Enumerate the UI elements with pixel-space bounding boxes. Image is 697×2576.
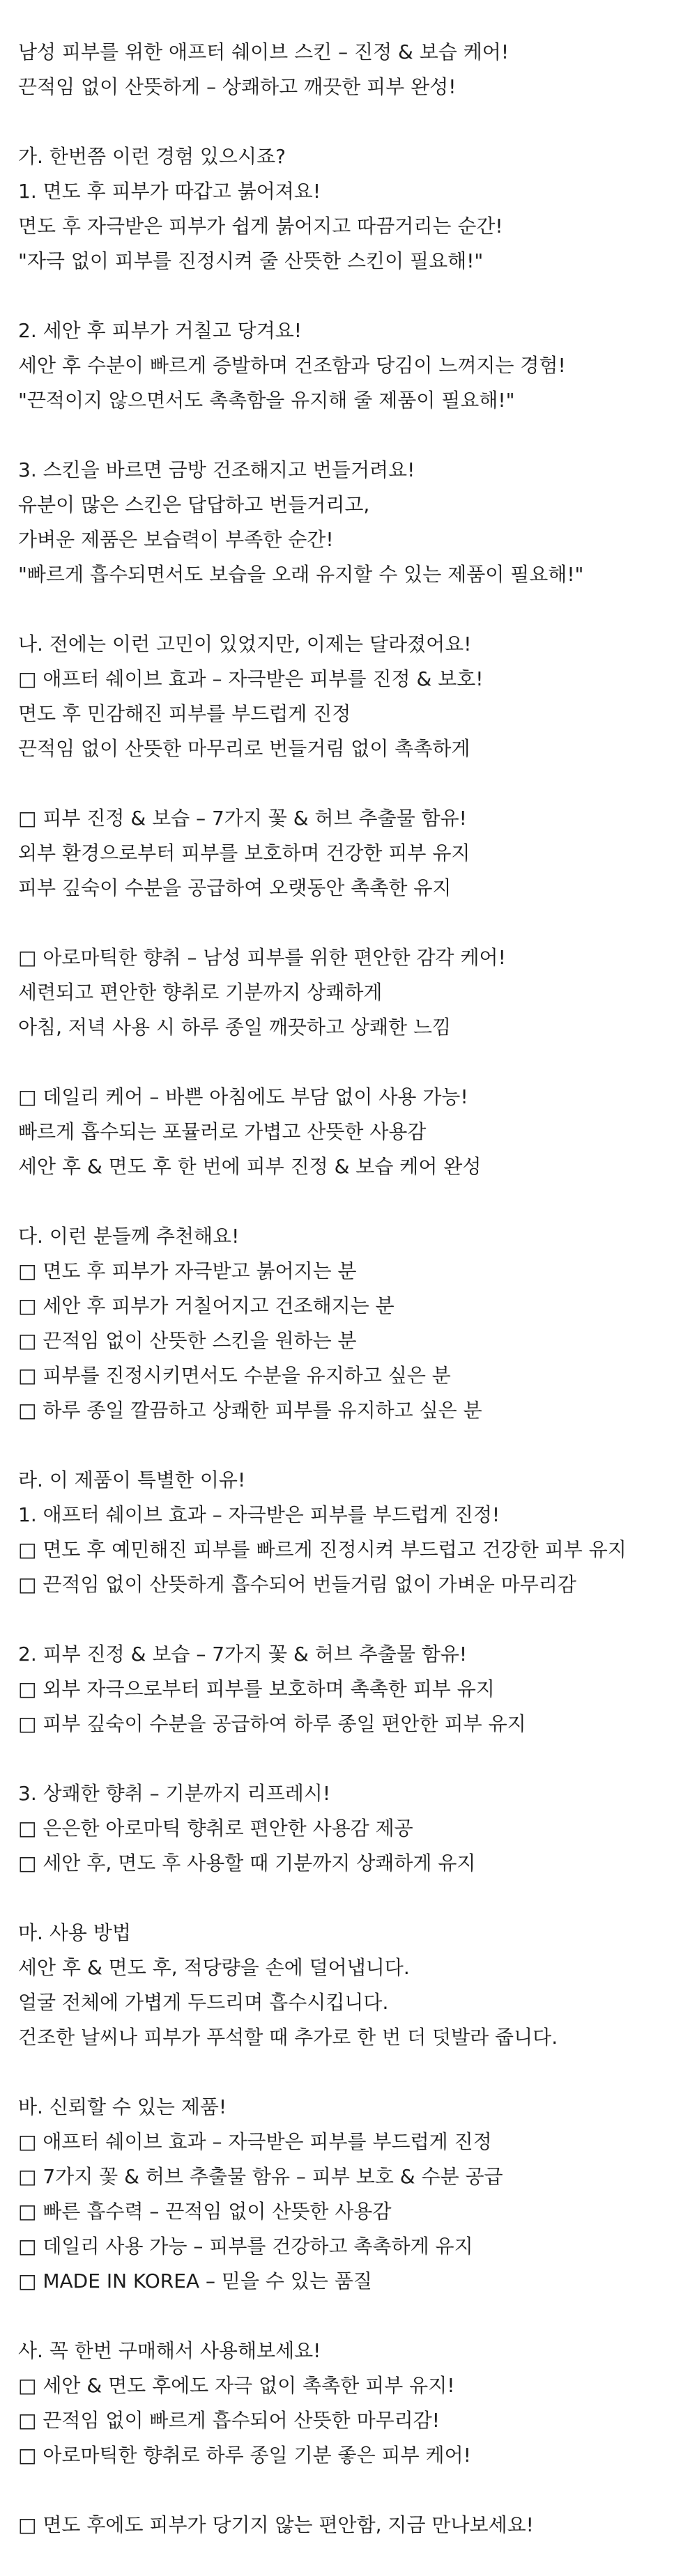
text-line: □ 아로마틱한 향취로 하루 종일 기분 좋은 피부 케어! [18, 2444, 471, 2467]
blank-line [18, 1602, 679, 1637]
blank-line [18, 1428, 679, 1463]
text-line: □ 애프터 쉐이브 효과 – 자극받은 피부를 진정 & 보호! [18, 667, 484, 690]
blank-line [18, 592, 679, 627]
text-line: 2. 세안 후 피부가 거칠고 당겨요! [18, 319, 302, 342]
text-line: □ 피부 깊숙이 수분을 공급하여 하루 종일 편안한 피부 유지 [18, 1712, 526, 1735]
text-line: 세안 후 & 면도 후 한 번에 피부 진정 & 보습 케어 완성 [18, 1155, 482, 1178]
text-line: □ 애프터 쉐이브 효과 – 자극받은 피부를 부드럽게 진정 [18, 2130, 492, 2153]
text-line: □ 외부 자극으로부터 피부를 보호하며 촉촉한 피부 유지 [18, 1677, 495, 1700]
text-line: "끈적이지 않으면서도 촉촉함을 유지해 줄 제품이 필요해!" [18, 389, 515, 412]
text-line: 가. 한번쯤 이런 경험 있으시죠? [18, 145, 286, 168]
text-line: 면도 후 자극받은 피부가 쉽게 붉어지고 따끔거리는 순간! [18, 215, 503, 238]
text-line: □ 세안 후 피부가 거칠어지고 건조해지는 분 [18, 1294, 395, 1317]
text-line: 3. 상쾌한 향취 – 기분까지 리프레시! [18, 1782, 331, 1805]
text-line: 사. 꼭 한번 구매해서 사용해보세요! [18, 2339, 321, 2362]
text-line: 라. 이 제품이 특별한 이유! [18, 1468, 246, 1491]
blank-line [18, 1741, 679, 1776]
blank-line [18, 104, 679, 139]
text-line: 아침, 저녁 사용 시 하루 종일 깨끗하고 상쾌한 느낌 [18, 1016, 452, 1039]
text-line: □ 피부 진정 & 보습 – 7가지 꽃 & 허브 추출물 함유! [18, 807, 467, 830]
text-line: "자극 없이 피부를 진정시켜 줄 산뜻한 스킨이 필요해!" [18, 249, 484, 272]
text-line: 세안 후 수분이 빠르게 증발하며 건조함과 당김이 느껴지는 경험! [18, 354, 566, 377]
text-line: 면도 후 민감해진 피부를 부드럽게 진정 [18, 702, 351, 725]
text-line: □ 빠른 흡수력 – 끈적임 없이 산뜻한 사용감 [18, 2200, 392, 2223]
text-line: □ 피부를 진정시키면서도 수분을 유지하고 싶은 분 [18, 1364, 451, 1387]
text-line: □ MADE IN KOREA – 믿을 수 있는 품질 [18, 2269, 372, 2292]
blank-line [18, 1045, 679, 1080]
blank-line [18, 279, 679, 313]
text-line: □ 세안 후, 면도 후 사용할 때 기분까지 상쾌하게 유지 [18, 1852, 476, 1875]
text-line: 마. 사용 방법 [18, 1921, 131, 1944]
blank-line [18, 2299, 679, 2334]
text-line: 피부 깊숙이 수분을 공급하여 오랫동안 촉촉한 유지 [18, 876, 452, 899]
text-line: 끈적임 없이 산뜻하게 – 상쾌하고 깨끗한 피부 완성! [18, 75, 457, 98]
text-line: 얼굴 전체에 가볍게 두드리며 흡수시킵니다. [18, 1991, 389, 2014]
text-line: □ 면도 후 예민해진 피부를 빠르게 진정시켜 부드럽고 건강한 피부 유지 [18, 1538, 627, 1561]
text-line: 끈적임 없이 산뜻한 마무리로 번들거림 없이 촉촉하게 [18, 737, 470, 760]
text-line: □ 데일리 케어 – 바쁜 아침에도 부담 없이 사용 가능! [18, 1085, 468, 1108]
text-line: 빠르게 흡수되는 포뮬러로 가볍고 산뜻한 사용감 [18, 1120, 427, 1143]
text-line: 건조한 날씨나 피부가 푸석할 때 추가로 한 번 더 덧발라 줍니다. [18, 2026, 558, 2049]
blank-line [18, 1881, 679, 1916]
text-line: □ 7가지 꽃 & 허브 추출물 함유 – 피부 보호 & 수분 공급 [18, 2165, 503, 2188]
text-line: □ 아로마틱한 향취 – 남성 피부를 위한 편안한 감각 케어! [18, 946, 506, 969]
text-line: 남성 피부를 위한 애프터 쉐이브 스킨 – 진정 & 보습 케어! [18, 40, 510, 63]
blank-line [18, 2055, 679, 2090]
text-line: □ 데일리 사용 가능 – 피부를 건강하고 촉촉하게 유지 [18, 2235, 473, 2258]
text-line: □ 하루 종일 깔끔하고 상쾌한 피부를 유지하고 싶은 분 [18, 1399, 482, 1422]
blank-line [18, 766, 679, 801]
text-line: 외부 환경으로부터 피부를 보호하며 건강한 피부 유지 [18, 841, 470, 864]
text-line: □ 끈적임 없이 빠르게 흡수되어 산뜻한 마무리감! [18, 2409, 440, 2432]
text-line: 세안 후 & 면도 후, 적당량을 손에 덜어냅니다. [18, 1956, 410, 1979]
text-line: 세련되고 편안한 향취로 기분까지 상쾌하게 [18, 981, 383, 1004]
blank-line [18, 1184, 679, 1219]
text-line: 유분이 많은 스킨은 답답하고 번들거리고, [18, 493, 370, 516]
text-line: 2. 피부 진정 & 보습 – 7가지 꽃 & 허브 추출물 함유! [18, 1643, 468, 1666]
text-line: 바. 신뢰할 수 있는 제품! [18, 2095, 227, 2118]
blank-line [18, 2473, 679, 2508]
text-line: □ 끈적임 없이 산뜻한 스킨을 원하는 분 [18, 1329, 357, 1352]
text-line: □ 면도 후에도 피부가 당기지 않는 편안함, 지금 만나보세요! [18, 2513, 534, 2536]
text-line: 나. 전에는 이런 고민이 있었지만, 이제는 달라졌어요! [18, 633, 472, 655]
text-line: 1. 애프터 쉐이브 효과 – 자극받은 피부를 부드럽게 진정! [18, 1503, 500, 1526]
text-line: □ 면도 후 피부가 자극받고 붉어지는 분 [18, 1259, 357, 1282]
text-line: "빠르게 흡수되면서도 보습을 오래 유지할 수 있는 제품이 필요해!" [18, 563, 584, 586]
text-line: □ 세안 & 면도 후에도 자극 없이 촉촉한 피부 유지! [18, 2374, 455, 2397]
blank-line [18, 418, 679, 453]
text-line: □ 은은한 아로마틱 향취로 편안한 사용감 제공 [18, 1817, 413, 1840]
text-line: 3. 스킨을 바르면 금방 건조해지고 번들거려요! [18, 458, 415, 481]
text-line: 1. 면도 후 피부가 따갑고 붉어져요! [18, 180, 321, 203]
blank-line [18, 906, 679, 940]
text-line: 다. 이런 분들께 추천해요! [18, 1225, 240, 1248]
text-line: 가벼운 제품은 보습력이 부족한 순간! [18, 528, 334, 551]
text-line: □ 끈적임 없이 산뜻하게 흡수되어 번들거림 없이 가벼운 마무리감 [18, 1573, 576, 1596]
